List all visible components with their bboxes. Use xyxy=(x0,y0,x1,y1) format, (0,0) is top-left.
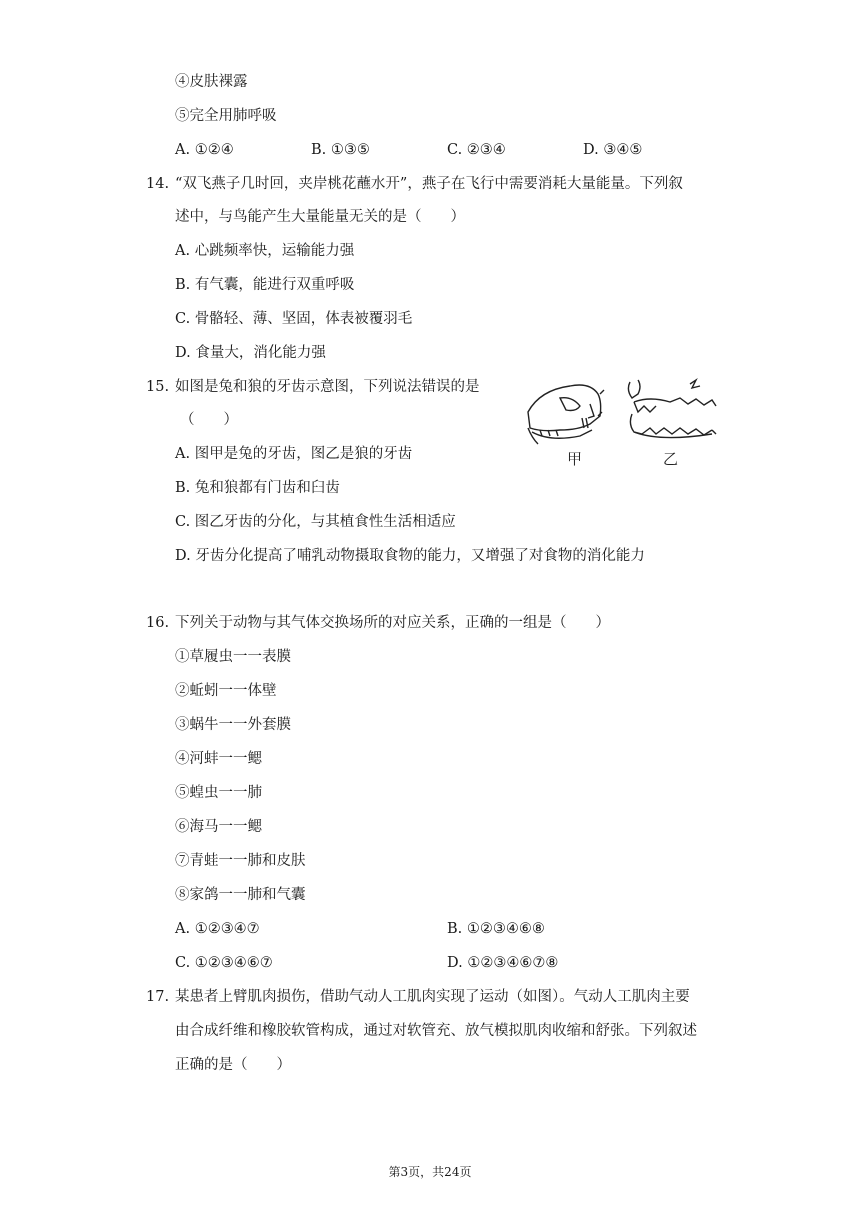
q15-stem-line1: 如图是兔和狼的牙齿示意图，下列说法错误的是 xyxy=(175,379,480,395)
q14-stem-line2: 述中，与鸟能产生大量能量无关的是（ ） xyxy=(175,209,465,225)
q13-item-5: ⑤完全用肺呼吸 xyxy=(175,108,277,124)
q16-option-b: B. ①②③④⑥⑧ xyxy=(447,921,545,937)
teeth-figure xyxy=(520,372,725,472)
q17-stem-line2: 由合成纤维和橡胶软管构成，通过对软管充、放气模拟肌肉收缩和舒张。下列叙述 xyxy=(175,1023,697,1039)
q16-item-5: ⑤蝗虫一一肺 xyxy=(175,785,262,801)
rabbit-teeth-drawing xyxy=(528,385,604,444)
q15-option-a: A. 图甲是兔的牙齿，图乙是狼的牙齿 xyxy=(175,446,413,462)
q16-item-4: ④河蚌一一鳃 xyxy=(175,751,262,767)
q16-number: 16. xyxy=(146,615,170,631)
q15-option-d: D. 牙齿分化提高了哺乳动物摄取食物的能力，又增强了对食物的消化能力 xyxy=(175,548,645,564)
q16-option-d: D. ①②③④⑥⑦⑧ xyxy=(447,955,559,971)
q16-item-3: ③蜗牛一一外套膜 xyxy=(175,717,291,733)
q13-option-b: B. ①③⑤ xyxy=(311,142,370,158)
q13-item-4: ④皮肤裸露 xyxy=(175,74,248,90)
q13-option-d: D. ③④⑤ xyxy=(583,142,643,158)
q15-number: 15. xyxy=(146,379,170,395)
figure-label-yi: 乙 xyxy=(663,450,679,468)
q16-stem-text: 下列关于动物与其气体交换场所的对应关系，正确的一组是（ ） xyxy=(175,615,610,631)
q16-item-6: ⑥海马一一鳃 xyxy=(175,819,262,835)
q16-item-2: ②蚯蚓一一体壁 xyxy=(175,683,277,699)
q14-option-b: B. 有气囊，能进行双重呼吸 xyxy=(175,277,355,293)
q17-number: 17. xyxy=(146,989,170,1005)
q14-option-c: C. 骨骼轻、薄、坚固，体表被覆羽毛 xyxy=(175,311,413,327)
q14-number: 14. xyxy=(146,176,170,192)
q16-item-8: ⑧家鸽一一肺和气囊 xyxy=(175,887,306,903)
wolf-teeth-drawing xyxy=(628,380,716,438)
q13-option-a: A. ①②④ xyxy=(175,142,234,158)
q17-stem-line1: 某患者上臂肌肉损伤，借助气动人工肌肉实现了运动（如图）。气动人工肌肉主要 xyxy=(175,989,690,1005)
q13-option-c: C. ②③④ xyxy=(447,142,506,158)
q16-option-a: A. ①②③④⑦ xyxy=(175,921,260,937)
q15-option-b: B. 兔和狼都有门齿和臼齿 xyxy=(175,480,340,496)
figure-label-jia: 甲 xyxy=(567,450,583,468)
q15-stem-line2: （ ） xyxy=(180,412,238,428)
q15-option-c: C. 图乙牙齿的分化，与其植食性生活相适应 xyxy=(175,514,456,530)
q16-item-7: ⑦青蛙一一肺和皮肤 xyxy=(175,853,306,869)
q14-option-a: A. 心跳频率快，运输能力强 xyxy=(175,243,355,259)
page-footer: 第3页，共24页 xyxy=(388,1165,472,1179)
q17-stem-line3: 正确的是（ ） xyxy=(175,1057,291,1073)
q14-stem-line1: “双飞燕子几时回，夹岸桃花蘸水开”，燕子在飞行中需要消耗大量能量。下列叙 xyxy=(175,176,683,192)
q16-item-1: ①草履虫一一表膜 xyxy=(175,649,291,665)
q14-option-d: D. 食量大，消化能力强 xyxy=(175,345,326,361)
q16-option-c: C. ①②③④⑥⑦ xyxy=(175,955,273,971)
